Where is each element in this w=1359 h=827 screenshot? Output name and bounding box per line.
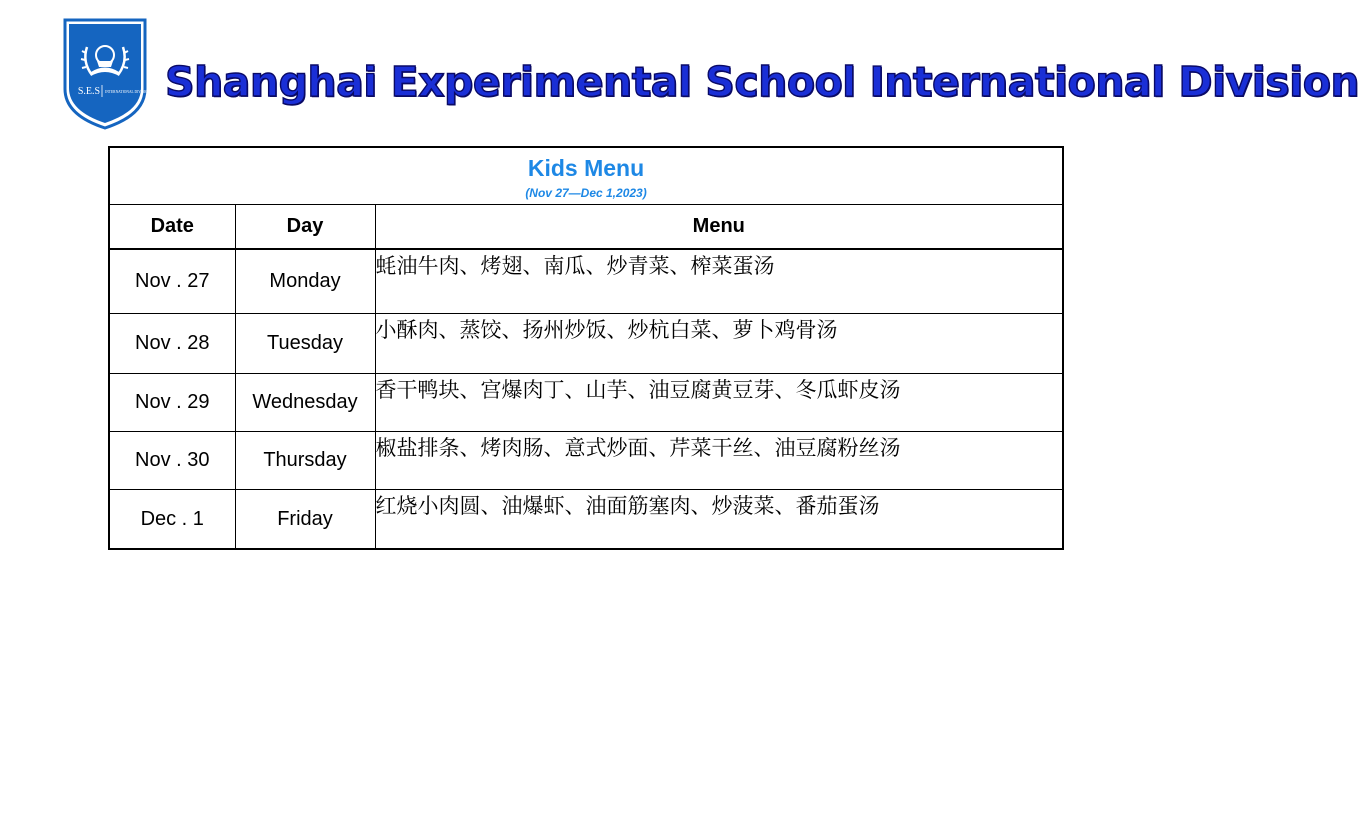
menu-items-cell: 蚝油牛肉、烤翅、南瓜、炒青菜、榨菜蛋汤	[375, 249, 1063, 314]
menu-title-row	[109, 147, 1063, 205]
menu-items-cell: 椒盐排条、烤肉肠、意式炒面、芹菜干丝、油豆腐粉丝汤	[375, 432, 1063, 490]
day-cell: Tuesday	[235, 314, 375, 374]
table-row	[109, 249, 1063, 314]
menu-items-cell: 香干鸭块、宫爆肉丁、山芋、油豆腐黄豆芽、冬瓜虾皮汤	[375, 374, 1063, 432]
table-row	[109, 374, 1063, 432]
date-cell: Dec . 1	[109, 490, 235, 550]
school-logo-icon	[62, 17, 151, 130]
table-row	[109, 490, 1063, 550]
column-header-date: Date	[109, 205, 235, 250]
day-cell: Friday	[235, 490, 375, 550]
school-name: Shanghai Experimental School International Division	[165, 58, 1359, 106]
kids-menu-table	[108, 146, 1064, 550]
menu-items-cell: 红烧小肉圆、油爆虾、油面筋塞肉、炒菠菜、番茄蛋汤	[375, 490, 1063, 550]
date-cell: Nov . 29	[109, 374, 235, 432]
table-row	[109, 432, 1063, 490]
menu-title-cell	[109, 147, 1063, 205]
column-header-menu: Menu	[375, 205, 1063, 250]
table-header-row	[109, 205, 1063, 250]
day-cell: Thursday	[235, 432, 375, 490]
menu-items-cell: 小酥肉、蒸饺、扬州炒饭、炒杭白菜、萝卜鸡骨汤	[375, 314, 1063, 374]
day-cell: Monday	[235, 249, 375, 314]
menu-date-range: (Nov 27—Dec 1,2023)	[525, 186, 647, 200]
table-row	[109, 314, 1063, 374]
logo-subtext: INTERNATIONAL DIVISION	[105, 90, 151, 94]
day-cell: Wednesday	[235, 374, 375, 432]
date-cell: Nov . 28	[109, 314, 235, 374]
logo-text: S.E.S	[77, 86, 101, 97]
menu-title: Kids Menu	[527, 155, 645, 181]
date-cell: Nov . 27	[109, 249, 235, 314]
date-cell: Nov . 30	[109, 432, 235, 490]
column-header-day: Day	[235, 205, 375, 250]
